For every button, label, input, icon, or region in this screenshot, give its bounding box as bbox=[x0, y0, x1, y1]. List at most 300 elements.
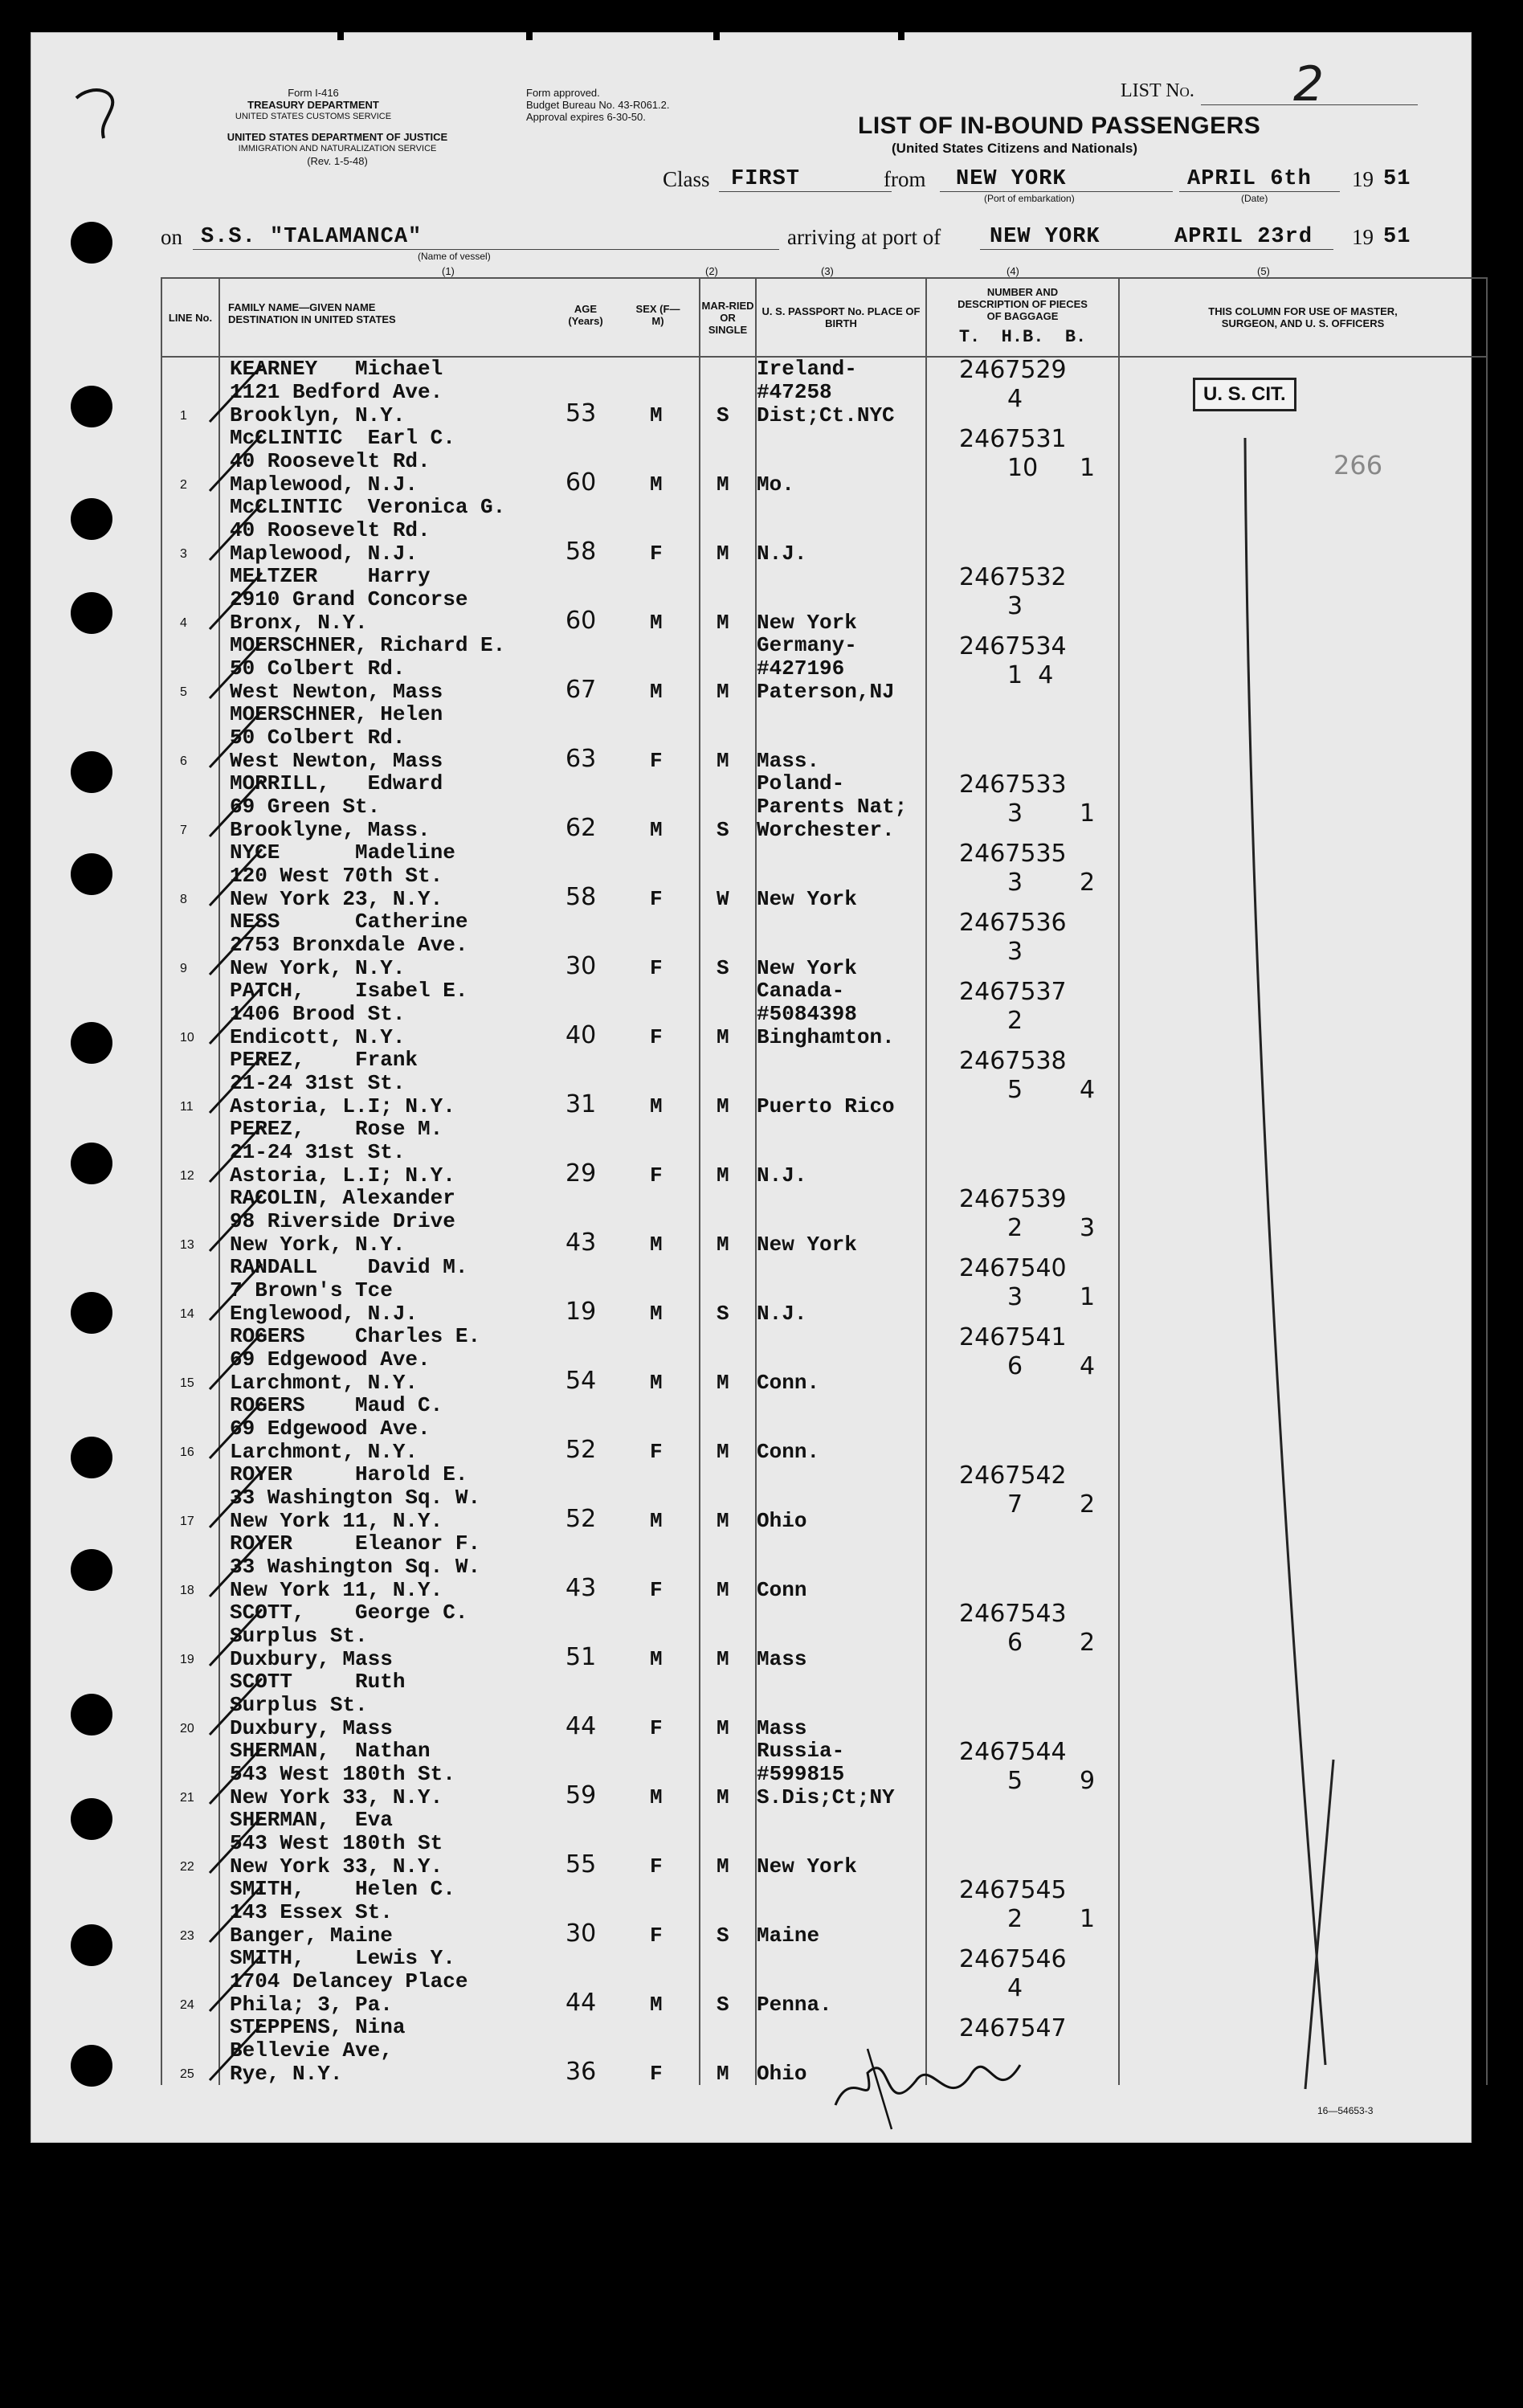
port-embark-caption: (Port of embarkation) bbox=[984, 193, 1075, 204]
address-line-2: Duxbury, Mass bbox=[230, 1716, 393, 1740]
address-line-1: 120 West 70th St. bbox=[230, 864, 443, 888]
form-number: Form I-416 bbox=[288, 87, 339, 99]
baggage-cell bbox=[926, 1532, 1119, 1601]
marital-cell bbox=[700, 1809, 756, 1878]
address-line-1: 69 Edgewood Ave. bbox=[230, 1347, 431, 1372]
passport-line-2 bbox=[757, 519, 925, 542]
port-of-embarkation: NEW YORK bbox=[956, 167, 1067, 191]
col-baggage bbox=[926, 278, 1119, 357]
passport-line-2 bbox=[757, 1901, 925, 1924]
name-cell bbox=[219, 1601, 700, 1670]
baggage-tag: 2467531 bbox=[959, 425, 1067, 453]
passenger-name: McCLINTIC Earl C. bbox=[230, 426, 455, 450]
name-cell bbox=[219, 1878, 700, 1947]
address-line-1: 33 Washington Sq. W. bbox=[230, 1486, 481, 1510]
line-number: 8 bbox=[180, 893, 187, 906]
passport-line-2 bbox=[757, 1417, 925, 1441]
sex-value: F bbox=[650, 1440, 663, 1464]
line-number: 23 bbox=[180, 1929, 194, 1943]
row-check-mark bbox=[206, 841, 278, 910]
sex-value: F bbox=[650, 1854, 663, 1879]
marital-cell bbox=[700, 1947, 756, 2016]
age-value: 29 bbox=[566, 1159, 597, 1188]
birthplace: N.J. bbox=[757, 1302, 807, 1326]
baggage-tag: 2467541 bbox=[959, 1323, 1067, 1351]
baggage-cell bbox=[926, 565, 1119, 634]
baggage-cell bbox=[926, 772, 1119, 841]
marital-cell bbox=[700, 565, 756, 634]
row-check-mark bbox=[206, 496, 278, 565]
passenger-name: MELTZER Harry bbox=[230, 564, 431, 588]
address-line-2: Endicott, N.Y. bbox=[230, 1025, 406, 1049]
birthplace: New York bbox=[757, 956, 857, 980]
address-line-2: New York 11, N.Y. bbox=[230, 1578, 443, 1602]
officer-cell bbox=[1119, 357, 1487, 427]
baggage-tag: 2467533 bbox=[959, 771, 1067, 799]
baggage-cell bbox=[926, 1118, 1119, 1187]
address-line-2: Astoria, L.I; N.Y. bbox=[230, 1094, 455, 1118]
marital-cell bbox=[700, 2016, 756, 2085]
col-passport: U. S. PASSPORT No. PLACE OF BIRTH bbox=[756, 278, 926, 357]
baggage-tag: 2467547 bbox=[959, 2014, 1067, 2042]
baggage-count-2: 3 bbox=[1080, 1214, 1096, 1242]
edge-tick bbox=[337, 32, 344, 40]
binder-hole bbox=[71, 1798, 112, 1840]
address-line-1: 50 Colbert Rd. bbox=[230, 656, 406, 681]
passport-line-2: Parents Nat; bbox=[757, 795, 908, 819]
passport-cell bbox=[756, 772, 926, 841]
col-line-no: LINE No. bbox=[161, 278, 219, 357]
passport-line-2 bbox=[757, 1625, 925, 1648]
marital-status: M bbox=[717, 1371, 729, 1395]
address-line-1: Bellevie Ave, bbox=[230, 2038, 393, 2063]
passenger-name: ROGERS Maud C. bbox=[230, 1393, 443, 1417]
marital-status: S bbox=[717, 1993, 729, 2017]
sex-value: M bbox=[650, 403, 663, 427]
passport-line-1 bbox=[757, 841, 925, 865]
line-number: 6 bbox=[180, 754, 187, 768]
age-value: 60 bbox=[566, 607, 597, 635]
passport-line-1 bbox=[757, 1878, 925, 1901]
sex-value: M bbox=[650, 1647, 663, 1671]
corner-check-mark bbox=[68, 80, 133, 145]
baggage-count: 2 bbox=[1007, 1214, 1023, 1242]
us-citizen-stamp: U. S. CIT. bbox=[1193, 378, 1296, 411]
baggage-count: 5 bbox=[1007, 1076, 1023, 1104]
form-revision: (Rev. 1-5-48) bbox=[307, 155, 368, 167]
line-number: 22 bbox=[180, 1860, 194, 1874]
passport-line-1 bbox=[757, 1049, 925, 1072]
age-value: 44 bbox=[566, 1989, 597, 2017]
marital-status: M bbox=[717, 1854, 729, 1879]
passenger-name: RACOLIN, Alexander bbox=[230, 1186, 455, 1210]
year-prefix-arrival: 19 bbox=[1352, 225, 1374, 249]
baggage-tag: 2467540 bbox=[959, 1254, 1067, 1282]
officer-check-line bbox=[1213, 434, 1349, 2121]
address-line-1: 21-24 31st St. bbox=[230, 1071, 406, 1095]
col-age-label: AGE (Years) bbox=[568, 303, 603, 327]
line-number: 11 bbox=[180, 1100, 194, 1114]
name-cell bbox=[219, 1118, 700, 1187]
passport-line-2 bbox=[757, 1141, 925, 1164]
row-check-mark bbox=[206, 1670, 278, 1740]
age-value: 44 bbox=[566, 1712, 597, 1740]
row-check-mark bbox=[206, 910, 278, 979]
row-check-mark bbox=[206, 1118, 278, 1187]
line-number: 10 bbox=[180, 1031, 194, 1045]
line-number: 18 bbox=[180, 1584, 194, 1597]
address-line-1: 50 Colbert Rd. bbox=[230, 726, 406, 750]
passenger-name: SMITH, Lewis Y. bbox=[230, 1946, 455, 1970]
line-number: 5 bbox=[180, 685, 187, 699]
binder-hole bbox=[71, 1022, 112, 1064]
baggage-cell bbox=[926, 1947, 1119, 2016]
name-cell bbox=[219, 496, 700, 565]
sex-value: F bbox=[650, 1163, 663, 1188]
baggage-count: 4 bbox=[1007, 385, 1023, 413]
passport-cell bbox=[756, 703, 926, 772]
passport-cell bbox=[756, 1256, 926, 1325]
baggage-tag: 2467539 bbox=[959, 1185, 1067, 1213]
marital-cell bbox=[700, 1256, 756, 1325]
marital-status: M bbox=[717, 749, 729, 773]
line-number: 12 bbox=[180, 1169, 194, 1183]
name-cell bbox=[219, 427, 700, 496]
row-check-mark bbox=[206, 979, 278, 1049]
address-line-1: 543 West 180th St. bbox=[230, 1762, 455, 1786]
passport-line-2 bbox=[757, 1279, 925, 1302]
sex-value: M bbox=[650, 1509, 663, 1533]
marital-cell bbox=[700, 1670, 756, 1740]
name-cell bbox=[219, 1256, 700, 1325]
embarkation-year: 51 bbox=[1383, 167, 1411, 191]
age-value: 63 bbox=[566, 745, 597, 773]
marital-status: M bbox=[717, 1716, 729, 1740]
passport-line-1: Poland- bbox=[757, 771, 845, 795]
edge-tick bbox=[713, 32, 720, 40]
birthplace: Ohio bbox=[757, 1509, 807, 1533]
baggage-tag: 2467537 bbox=[959, 978, 1067, 1006]
row-check-mark bbox=[206, 1256, 278, 1325]
passport-line-1 bbox=[757, 496, 925, 519]
passport-line-2 bbox=[757, 1210, 925, 1233]
passenger-name: SCOTT Ruth bbox=[230, 1670, 406, 1694]
passenger-name: STEPPENS, Nina bbox=[230, 2015, 406, 2039]
birthplace: Penna. bbox=[757, 1993, 832, 2017]
baggage-cell bbox=[926, 703, 1119, 772]
baggage-tag: 2467542 bbox=[959, 1462, 1067, 1490]
binder-hole bbox=[71, 1437, 112, 1478]
col-married: MAR-RIED OR SINGLE bbox=[700, 278, 756, 357]
sex-value: F bbox=[650, 1578, 663, 1602]
age-value: 52 bbox=[566, 1436, 597, 1464]
edge-tick bbox=[898, 32, 904, 40]
baggage-tag: 2467538 bbox=[959, 1047, 1067, 1075]
passenger-name: PATCH, Isabel E. bbox=[230, 979, 468, 1003]
row-check-mark bbox=[206, 1394, 278, 1463]
birthplace: New York bbox=[757, 1854, 857, 1879]
age-value: 40 bbox=[566, 1021, 597, 1049]
passport-cell bbox=[756, 1878, 926, 1947]
sex-value: F bbox=[650, 542, 663, 566]
baggage-count-2: 9 bbox=[1080, 1767, 1096, 1795]
name-cell bbox=[219, 357, 700, 427]
passport-line-1 bbox=[757, 1947, 925, 1970]
passport-line-2 bbox=[757, 865, 925, 888]
name-cell bbox=[219, 1670, 700, 1740]
birthplace: Worchester. bbox=[757, 818, 895, 842]
passenger-name: SHERMAN, Eva bbox=[230, 1808, 393, 1832]
marital-cell bbox=[700, 1118, 756, 1187]
marital-cell bbox=[700, 703, 756, 772]
birthplace: Conn bbox=[757, 1578, 807, 1602]
name-cell bbox=[219, 1947, 700, 2016]
address-line-2: Englewood, N.J. bbox=[230, 1302, 419, 1326]
year-prefix: 19 bbox=[1352, 167, 1374, 191]
passport-cell bbox=[756, 1463, 926, 1532]
col-num-1: (1) bbox=[442, 265, 455, 277]
baggage-tag: 2467544 bbox=[959, 1738, 1067, 1766]
arrival-year: 51 bbox=[1383, 225, 1411, 249]
address-line-1: Surplus St. bbox=[230, 1624, 368, 1648]
budget-bureau: Budget Bureau No. 43-R061.2. bbox=[526, 99, 670, 111]
address-line-2: Banger, Maine bbox=[230, 1924, 393, 1948]
sex-value: F bbox=[650, 956, 663, 980]
passport-line-1 bbox=[757, 1187, 925, 1210]
address-line-2: Brooklyn, N.Y. bbox=[230, 403, 406, 427]
passport-cell bbox=[756, 634, 926, 703]
marital-status: M bbox=[717, 680, 729, 704]
marital-status: S bbox=[717, 403, 729, 427]
col-num-5: (5) bbox=[1257, 265, 1270, 277]
sex-value: F bbox=[650, 887, 663, 911]
baggage-cell bbox=[926, 1463, 1119, 1532]
address-line-1: 69 Green St. bbox=[230, 795, 381, 819]
line-number: 9 bbox=[180, 962, 187, 975]
baggage-cell bbox=[926, 1394, 1119, 1463]
binder-hole bbox=[71, 1143, 112, 1184]
baggage-cell bbox=[926, 979, 1119, 1049]
baggage-cell bbox=[926, 1187, 1119, 1256]
age-value: 60 bbox=[566, 468, 597, 497]
baggage-cell bbox=[926, 910, 1119, 979]
passport-cell bbox=[756, 1049, 926, 1118]
sex-value: M bbox=[650, 1302, 663, 1326]
baggage-tag: 2467543 bbox=[959, 1600, 1067, 1628]
passenger-name: ROYER Eleanor F. bbox=[230, 1531, 481, 1556]
name-cell bbox=[219, 634, 700, 703]
passport-cell bbox=[756, 357, 926, 427]
passport-line-1 bbox=[757, 1325, 925, 1348]
marital-cell bbox=[700, 357, 756, 427]
row-check-mark bbox=[206, 1187, 278, 1256]
row-check-mark bbox=[206, 1947, 278, 2016]
baggage-tag: 2467545 bbox=[959, 1876, 1067, 1904]
passenger-name: MOERSCHNER, Helen bbox=[230, 702, 443, 726]
marital-status: S bbox=[717, 818, 729, 842]
baggage-count: 3 bbox=[1007, 1283, 1023, 1311]
birthplace: Mo. bbox=[757, 472, 794, 497]
baggage-tag: 2467532 bbox=[959, 563, 1067, 591]
passport-line-2 bbox=[757, 1348, 925, 1372]
address-line-2: Astoria, L.I; N.Y. bbox=[230, 1163, 455, 1188]
passenger-name: McCLINTIC Veronica G. bbox=[230, 495, 506, 519]
baggage-count: 2 bbox=[1007, 1007, 1023, 1035]
passport-line-1: Ireland- bbox=[757, 357, 857, 381]
arrival-date: APRIL 23rd bbox=[1174, 225, 1313, 249]
address-line-1: 1406 Brood St. bbox=[230, 1002, 406, 1026]
passport-line-2: #47258 bbox=[757, 380, 832, 404]
customs-service: UNITED STATES CUSTOMS SERVICE bbox=[235, 112, 392, 121]
sex-value: F bbox=[650, 749, 663, 773]
baggage-cell bbox=[926, 357, 1119, 427]
address-line-2: New York 33, N.Y. bbox=[230, 1785, 443, 1809]
marital-status: M bbox=[717, 1578, 729, 1602]
sex-value: M bbox=[650, 472, 663, 497]
address-line-2: New York, N.Y. bbox=[230, 956, 406, 980]
passport-line-2 bbox=[757, 1694, 925, 1717]
sex-value: M bbox=[650, 611, 663, 635]
line-number: 15 bbox=[180, 1376, 194, 1390]
age-value: 67 bbox=[566, 676, 597, 704]
baggage-count-2: 2 bbox=[1080, 1490, 1096, 1519]
birthplace: Maine bbox=[757, 1924, 820, 1948]
baggage-cell bbox=[926, 841, 1119, 910]
passenger-name: MORRILL, Edward bbox=[230, 771, 443, 795]
address-line-1: 143 Essex St. bbox=[230, 1900, 393, 1924]
age-value: 51 bbox=[566, 1643, 597, 1671]
baggage-count: 2 bbox=[1007, 1905, 1023, 1933]
baggage-cell bbox=[926, 1878, 1119, 1947]
line-number: 2 bbox=[180, 478, 187, 492]
line-number: 16 bbox=[180, 1445, 194, 1459]
marital-status: S bbox=[717, 1302, 729, 1326]
passport-line-2: #599815 bbox=[757, 1762, 845, 1786]
row-check-mark bbox=[206, 427, 278, 496]
passenger-name: MOERSCHNER, Richard E. bbox=[230, 633, 506, 657]
passport-line-2 bbox=[757, 934, 925, 957]
margin-note: 266 bbox=[1333, 450, 1383, 480]
passport-line-2 bbox=[757, 1486, 925, 1510]
baggage-count: 5 bbox=[1007, 1767, 1023, 1795]
line-number: 21 bbox=[180, 1791, 194, 1805]
name-cell bbox=[219, 1394, 700, 1463]
address-line-1: 2753 Bronxdale Ave. bbox=[230, 933, 468, 957]
line-number: 7 bbox=[180, 824, 187, 837]
row-check-mark bbox=[206, 1809, 278, 1878]
passport-line-2 bbox=[757, 1556, 925, 1579]
age-value: 30 bbox=[566, 1919, 597, 1948]
marital-status: M bbox=[717, 1025, 729, 1049]
baggage-count-2: 1 bbox=[1080, 454, 1096, 482]
passport-line-1 bbox=[757, 910, 925, 934]
baggage-count-2: 1 bbox=[1080, 799, 1096, 828]
birthplace: New York bbox=[757, 611, 857, 635]
passenger-name: NESS Catherine bbox=[230, 910, 468, 934]
passenger-name: NYCE Madeline bbox=[230, 840, 455, 865]
age-value: 43 bbox=[566, 1574, 597, 1602]
col-num-2: (2) bbox=[705, 265, 718, 277]
col-num-4: (4) bbox=[1006, 265, 1019, 277]
sex-value: F bbox=[650, 1025, 663, 1049]
address-line-2: Brooklyne, Mass. bbox=[230, 818, 431, 842]
list-no-label: LIST No. bbox=[1121, 80, 1194, 101]
sex-value: M bbox=[650, 1371, 663, 1395]
binder-hole bbox=[71, 2045, 112, 2087]
baggage-count-2: 4 bbox=[1080, 1352, 1096, 1380]
passport-cell bbox=[756, 1187, 926, 1256]
passport-cell bbox=[756, 1394, 926, 1463]
marital-status: M bbox=[717, 1785, 729, 1809]
approval-expires: Approval expires 6-30-50. bbox=[526, 111, 646, 123]
passport-line-1 bbox=[757, 1463, 925, 1486]
passport-line-1 bbox=[757, 1532, 925, 1556]
baggage-tag: 2467534 bbox=[959, 632, 1067, 660]
name-cell bbox=[219, 1325, 700, 1394]
passport-line-1 bbox=[757, 565, 925, 588]
address-line-1: 40 Roosevelt Rd. bbox=[230, 518, 431, 542]
name-cell bbox=[219, 979, 700, 1049]
age-value: 52 bbox=[566, 1505, 597, 1533]
marital-status: M bbox=[717, 611, 729, 635]
marital-status: S bbox=[717, 1924, 729, 1948]
birthplace: Dist;Ct.NYC bbox=[757, 403, 895, 427]
passport-cell bbox=[756, 1947, 926, 2016]
row-check-mark bbox=[206, 634, 278, 703]
col-baggage-label: NUMBER AND DESCRIPTION OF PIECES OF BAGGAGE bbox=[957, 286, 1088, 322]
address-line-2: New York 23, N.Y. bbox=[230, 887, 443, 911]
birthplace: Mass bbox=[757, 1647, 807, 1671]
passport-line-2 bbox=[757, 1970, 925, 1993]
passport-line-1 bbox=[757, 1809, 925, 1832]
passport-cell bbox=[756, 910, 926, 979]
passport-cell bbox=[756, 496, 926, 565]
marital-cell bbox=[700, 1601, 756, 1670]
page-title: LIST OF IN-BOUND PASSENGERS bbox=[858, 112, 1261, 139]
arriving-label: arriving at port of bbox=[787, 225, 941, 249]
baggage-tag: 2467535 bbox=[959, 840, 1067, 868]
marital-cell bbox=[700, 1463, 756, 1532]
passport-line-2 bbox=[757, 450, 925, 473]
name-cell bbox=[219, 841, 700, 910]
arrival-port: NEW YORK bbox=[990, 225, 1100, 249]
passenger-name: SMITH, Helen C. bbox=[230, 1877, 455, 1901]
name-cell bbox=[219, 1740, 700, 1809]
baggage-cell bbox=[926, 1740, 1119, 1809]
baggage-tag: 2467546 bbox=[959, 1945, 1067, 1973]
age-value: 30 bbox=[566, 952, 597, 980]
row-check-mark bbox=[206, 2016, 278, 2085]
list-number: 2 bbox=[1293, 56, 1325, 112]
baggage-cell bbox=[926, 1325, 1119, 1394]
class-value: FIRST bbox=[731, 167, 801, 191]
sex-value: M bbox=[650, 680, 663, 704]
binder-hole bbox=[71, 1292, 112, 1334]
name-cell bbox=[219, 1532, 700, 1601]
baggage-cell bbox=[926, 1256, 1119, 1325]
address-line-1: 40 Roosevelt Rd. bbox=[230, 449, 431, 473]
row-check-mark bbox=[206, 1325, 278, 1394]
marital-cell bbox=[700, 1049, 756, 1118]
address-line-1: 21-24 31st St. bbox=[230, 1140, 406, 1164]
passport-cell bbox=[756, 1325, 926, 1394]
passport-line-1: Germany- bbox=[757, 633, 857, 657]
age-value: 62 bbox=[566, 814, 597, 842]
row-check-mark bbox=[206, 565, 278, 634]
passport-line-1: Canada- bbox=[757, 979, 845, 1003]
marital-cell bbox=[700, 979, 756, 1049]
passenger-name: SCOTT, George C. bbox=[230, 1601, 468, 1625]
